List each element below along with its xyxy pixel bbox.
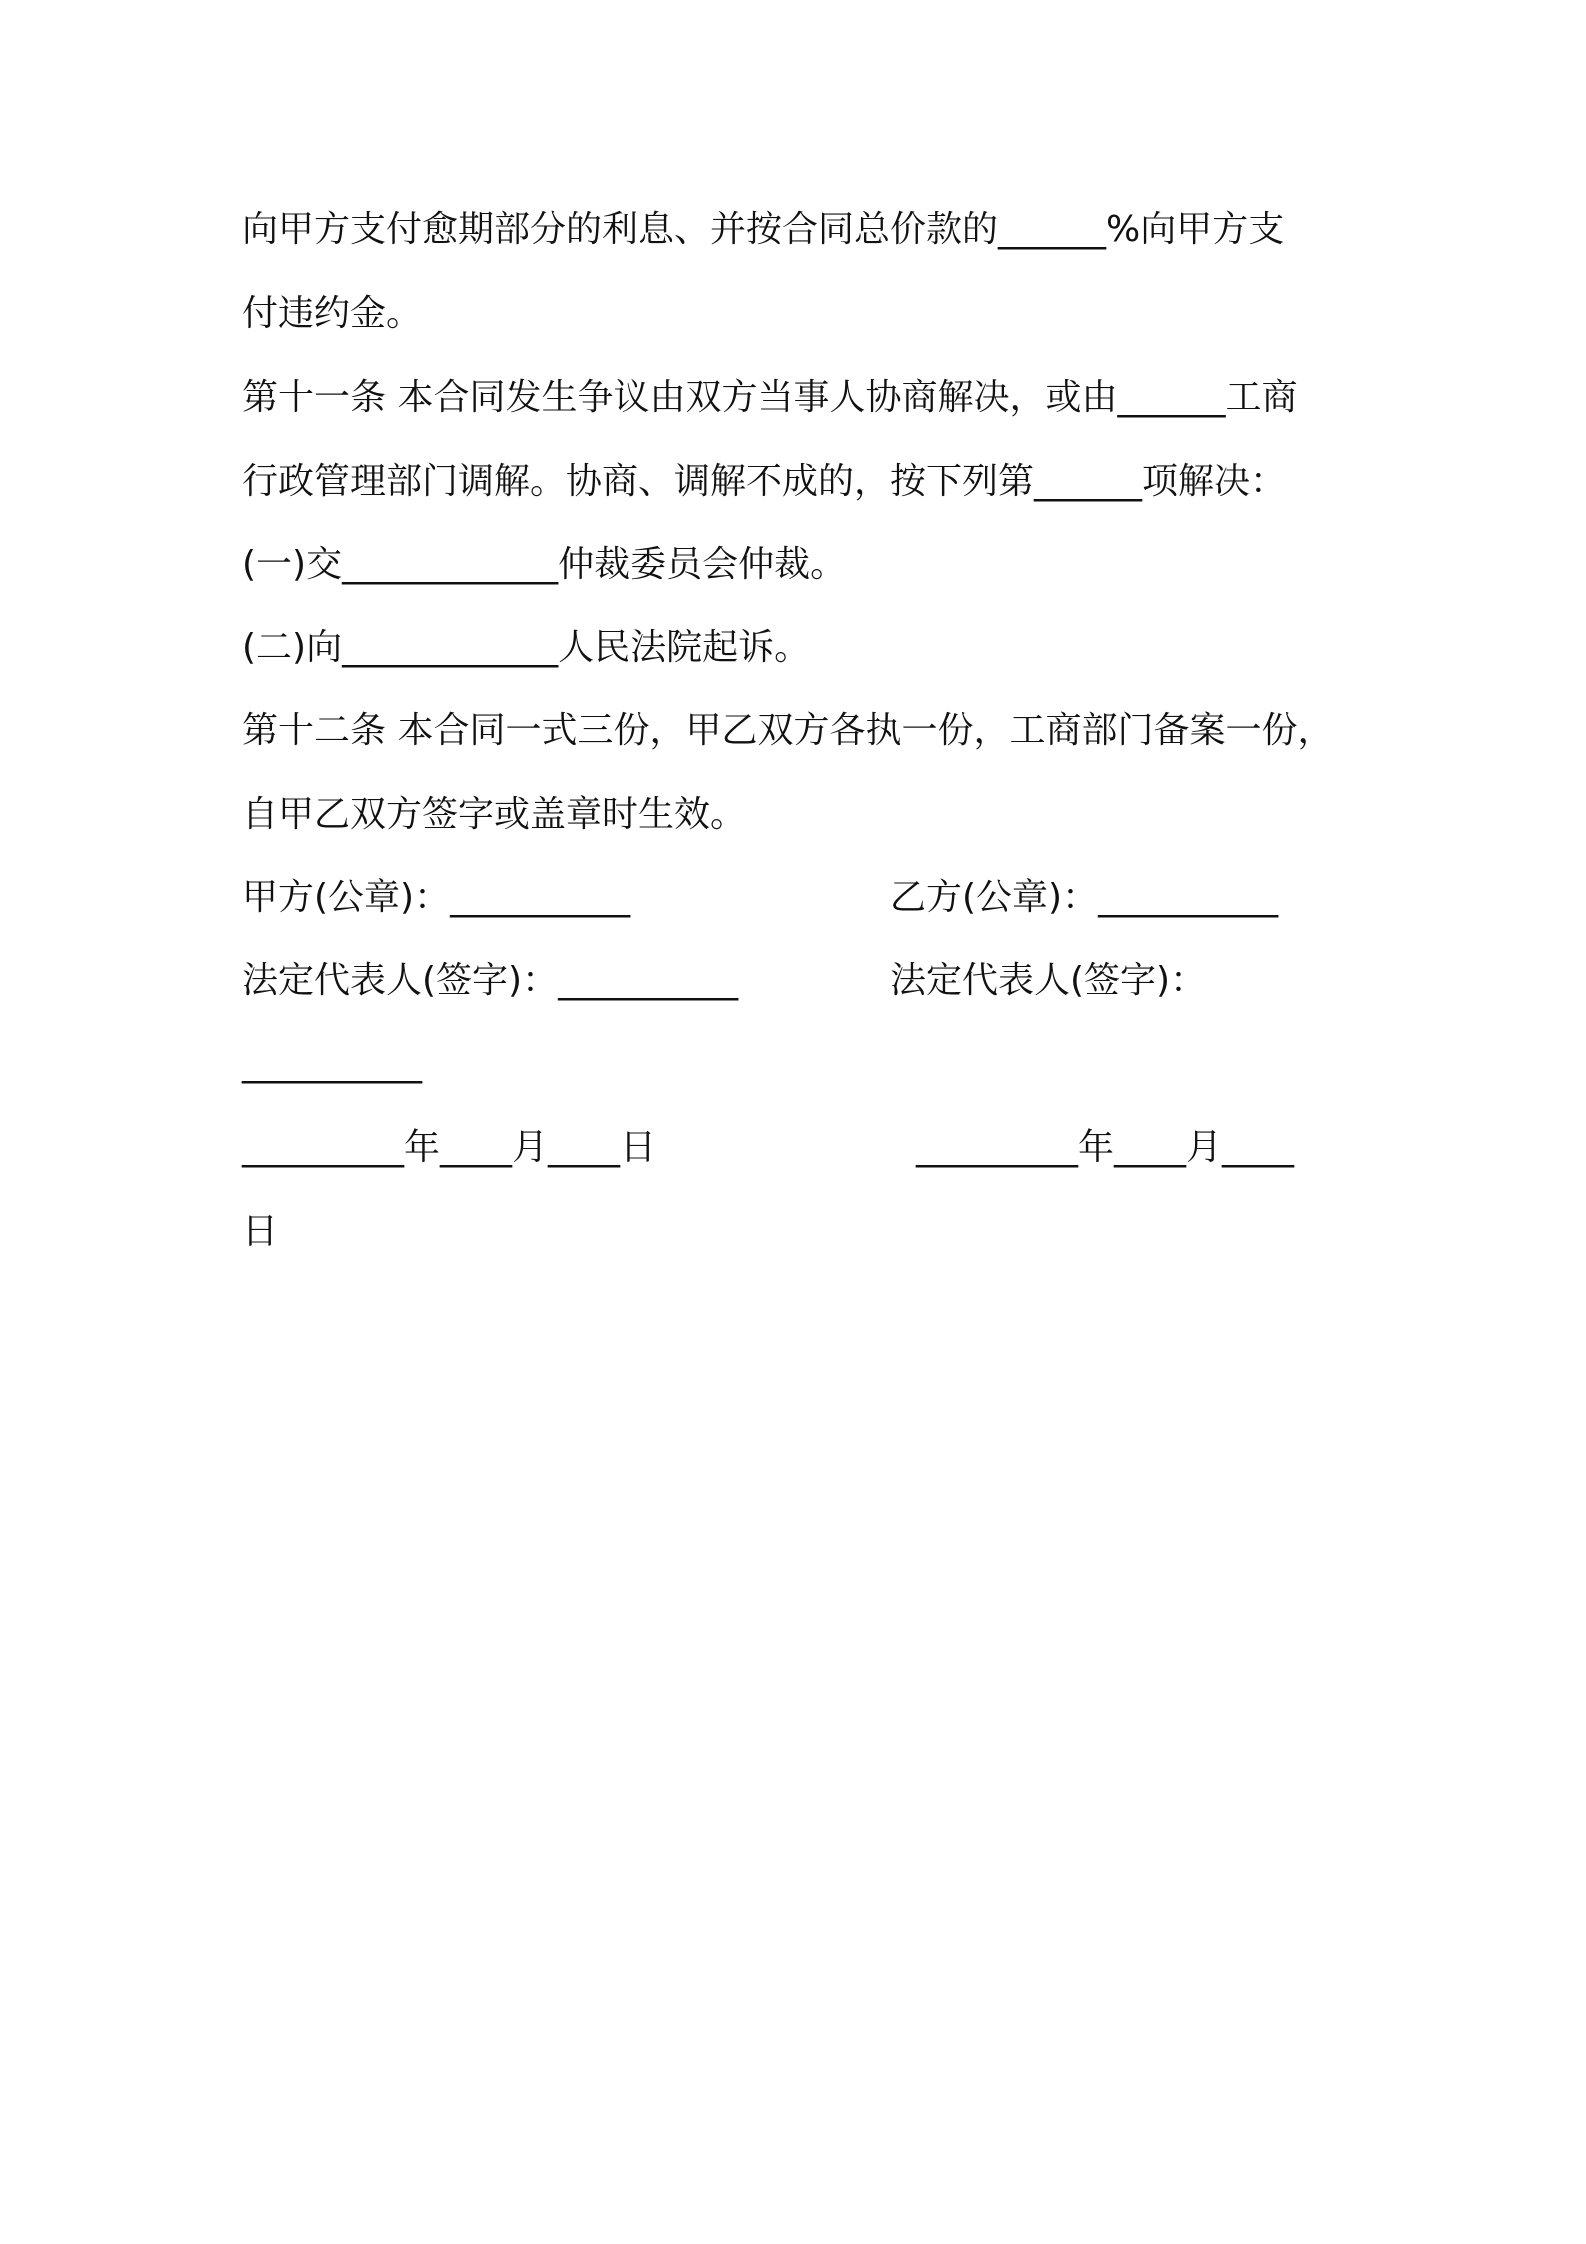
article-11-line-2: 行政管理部门调解。协商、调解不成的，按下列第______项解决： [242, 461, 1287, 502]
paragraph-line-1: 向甲方支付愈期部分的利息、并按合同总价款的______%向甲方支 [242, 209, 1285, 250]
party-b-representative-blank: __________ [242, 1043, 422, 1084]
article-12-line-1: 第十二条 本合同一式三份，甲乙双方各执一份，工商部门备案一份， [242, 710, 1334, 751]
party-a-representative: 法定代表人(签字)：__________ [242, 960, 739, 1001]
article-11-line-1: 第十一条 本合同发生争议由双方当事人协商解决，或由______工商 [242, 377, 1298, 418]
party-a-date: _________年____月____日 [242, 1127, 656, 1168]
party-b-seal: 乙方(公章)：__________ [890, 877, 1279, 918]
option-1-arbitration: (一)交____________仲裁委员会仲裁。 [242, 544, 847, 585]
article-12-line-2: 自甲乙双方签字或盖章时生效。 [242, 794, 747, 835]
option-2-court: (二)向____________人民法院起诉。 [242, 627, 811, 668]
party-b-representative: 法定代表人(签字)： [890, 960, 1207, 1001]
party-a-seal: 甲方(公章)：__________ [242, 877, 631, 918]
paragraph-line-2: 付违约金。 [242, 293, 423, 334]
party-b-date-day: 日 [242, 1211, 279, 1252]
party-b-date: _________年____月____ [916, 1127, 1294, 1168]
